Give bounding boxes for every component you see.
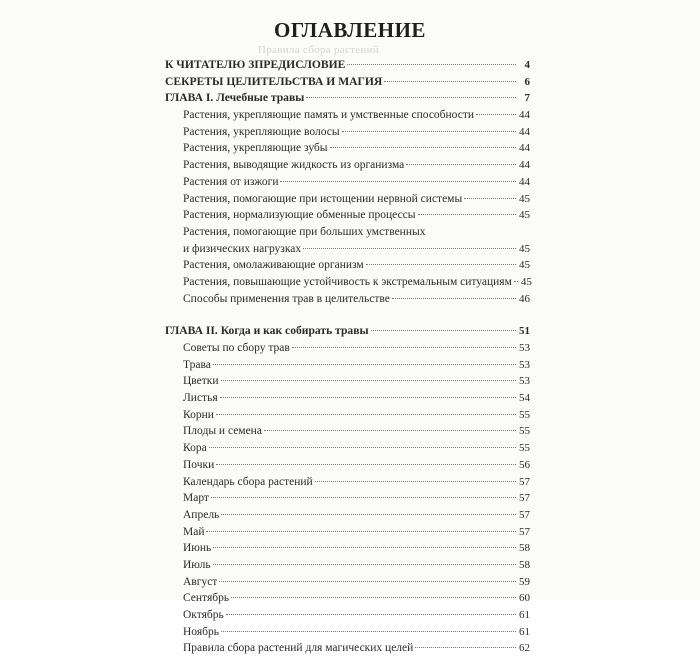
toc-entry (165, 224, 530, 241)
toc-page-number: 44 (519, 125, 530, 138)
toc-chapter-entry (165, 323, 530, 340)
dot-leader (213, 364, 516, 365)
toc-entry (165, 373, 530, 390)
toc-entry-title: Корни (183, 408, 214, 421)
dot-leader (415, 647, 516, 648)
toc-entry (165, 274, 530, 291)
dot-leader (371, 330, 516, 331)
toc-entry (165, 357, 530, 374)
toc-entry (165, 107, 530, 124)
toc-page-number: 45 (519, 192, 530, 205)
dot-leader (306, 97, 516, 98)
dot-leader (206, 531, 516, 532)
toc-entry-title: Цветки (183, 375, 219, 388)
page-title: ОГЛАВЛЕНИЕ (274, 18, 426, 42)
toc-entry (165, 257, 530, 274)
toc-entry-title: Календарь сбора растений (183, 475, 313, 488)
dot-leader (392, 298, 516, 299)
dot-leader (221, 631, 516, 632)
dot-leader (216, 464, 516, 465)
toc-chapter-entry (165, 74, 530, 91)
dot-leader (221, 380, 516, 381)
toc-page-number: 58 (519, 558, 530, 571)
toc-page-number: 61 (519, 625, 530, 638)
dot-leader (342, 131, 516, 132)
toc-entry-title: Правила сбора растений для магических целей (183, 642, 414, 655)
dot-leader (366, 264, 516, 265)
toc-chapter-entry (165, 90, 530, 107)
toc-entry-title: Растения, укрепляющие зубы (183, 142, 328, 155)
toc-page-number: 44 (519, 175, 530, 188)
toc-page-number: 51 (519, 325, 530, 338)
toc-page-number: 57 (519, 508, 530, 521)
toc-chapter-entry (165, 57, 530, 74)
toc-entry-title: Сентябрь (183, 592, 230, 605)
dot-leader (209, 447, 516, 448)
toc-entry-title: Растения, укрепляющие волосы (183, 125, 340, 138)
dot-leader (231, 597, 516, 598)
toc-page-number: 53 (519, 342, 530, 354)
toc-entry (165, 640, 530, 657)
dot-leader (213, 547, 516, 548)
toc-page-number: 60 (519, 592, 530, 605)
dot-leader (315, 481, 516, 482)
toc-entry (165, 474, 530, 491)
toc-entry (165, 241, 530, 258)
dot-leader (418, 214, 516, 215)
dot-leader (216, 414, 516, 415)
toc-entry-title: Апрель (183, 508, 220, 521)
toc-entry-title: Способы применения трав в целительстве (183, 292, 390, 305)
toc-entry-title: К ЧИТАТЕЛЮ ЗПРЕДИСЛОВИЕ (165, 58, 346, 71)
toc-entry-title: ГЛАВА I. Лечебные травы (165, 91, 305, 105)
toc-entry (165, 191, 530, 208)
toc-entry (165, 174, 530, 191)
dot-leader (406, 164, 516, 165)
toc-entry-title: Июнь (183, 542, 212, 555)
dot-leader (280, 181, 516, 182)
toc-page-number: 56 (519, 458, 530, 471)
toc-entry-title: Кора (183, 442, 207, 455)
dot-leader (211, 497, 516, 498)
toc-page-number: 44 (519, 109, 530, 122)
toc-page-number: 4 (524, 59, 530, 71)
table-of-contents (165, 57, 530, 657)
toc-entry (165, 157, 530, 174)
dot-leader (221, 514, 516, 515)
dot-leader (292, 347, 516, 348)
toc-page-number: 7 (524, 92, 530, 105)
toc-entry-title: Май (183, 525, 205, 538)
dot-leader (303, 248, 516, 249)
toc-entry-title: Почки (183, 458, 215, 471)
dot-leader (220, 397, 516, 398)
toc-entry-title: Июль (183, 558, 211, 571)
dot-leader (384, 81, 516, 82)
toc-entry (165, 291, 530, 308)
dot-leader (514, 281, 518, 282)
toc-page-number: 58 (519, 542, 530, 555)
toc-page-number: 44 (519, 159, 530, 172)
toc-entry-title: Растения, повышающие устойчивость к экстремальным ситуациям (183, 275, 512, 288)
toc-entry-title: Растения, омолаживающие организм (183, 259, 364, 272)
toc-page-number: 59 (519, 575, 530, 588)
toc-page-number: 55 (519, 408, 530, 421)
toc-entry (165, 440, 530, 457)
toc-entry (165, 507, 530, 524)
toc-entry-title: Октябрь (183, 609, 224, 621)
toc-entry-title: Растения, помогающие при больших умственных (183, 225, 426, 238)
toc-entry-title: Плоды и семена (183, 425, 262, 438)
toc-page-number: 6 (524, 75, 530, 88)
toc-entry-title: Ноябрь (183, 625, 219, 638)
dot-leader (347, 64, 516, 65)
toc-page-number: 46 (519, 292, 530, 305)
toc-entry-title: Растения, выводящие жидкость из организма (183, 159, 405, 172)
toc-page-number: 57 (519, 475, 530, 488)
toc-entry (165, 124, 530, 141)
toc-entry-title: Трава (183, 358, 211, 371)
toc-page-number: 55 (519, 442, 530, 455)
toc-entry (165, 340, 530, 357)
toc-entry (165, 457, 530, 474)
toc-page-number: 44 (519, 142, 530, 155)
toc-entry (165, 590, 530, 607)
toc-entry-title: Растения от изжоги (183, 175, 279, 188)
toc-spacer (165, 307, 530, 323)
dot-leader (219, 581, 516, 582)
toc-entry (165, 490, 530, 507)
dot-leader (213, 564, 516, 565)
toc-entry (165, 540, 530, 557)
toc-entry (165, 140, 530, 157)
toc-page-number: 53 (519, 358, 530, 371)
toc-entry (165, 607, 530, 624)
toc-entry-title: ГЛАВА II. Когда и как собирать травы (165, 324, 369, 338)
dot-leader (464, 198, 516, 199)
toc-entry-title: Растения, укрепляющие память и умственные способности (183, 109, 474, 122)
toc-entry-title: Советы по сбору трав (183, 342, 290, 354)
toc-entry (165, 407, 530, 424)
toc-entry-title: и физических нагрузках (183, 242, 302, 255)
toc-entry (165, 624, 530, 641)
toc-entry (165, 207, 530, 224)
toc-entry (165, 390, 530, 407)
toc-page-number: 61 (519, 609, 530, 621)
toc-entry (165, 574, 530, 591)
dot-leader (330, 147, 516, 148)
toc-entry-title: Растения, нормализующие обменные процессы (183, 209, 416, 222)
toc-page-number: 57 (519, 492, 530, 505)
dot-leader (226, 614, 516, 615)
toc-page-number: 45 (520, 275, 532, 288)
toc-page-number: 55 (519, 425, 530, 438)
toc-entry-title: Листья (183, 392, 218, 405)
toc-page-number: 62 (519, 642, 530, 655)
toc-entry (165, 524, 530, 541)
toc-entry-title: Август (183, 575, 218, 588)
toc-entry-title: Март (183, 492, 209, 505)
toc-page-number: 45 (519, 209, 530, 222)
toc-entry-title: СЕКРЕТЫ ЦЕЛИТЕЛЬСТВА И МАГИЯ (165, 74, 383, 88)
dot-leader (264, 430, 516, 431)
toc-entry-title: Растения, помогающие при истощении нервной системы (183, 192, 463, 205)
toc-page-number: 53 (519, 375, 530, 388)
toc-page-number: 45 (519, 242, 530, 255)
bleed-through-text: Правила сбора растений (258, 44, 379, 56)
toc-entry (165, 423, 530, 440)
toc-page-number: 57 (519, 525, 530, 538)
toc-page-number: 45 (519, 259, 530, 272)
toc-page-number: 54 (519, 392, 530, 405)
toc-entry (165, 557, 530, 574)
dot-leader (476, 114, 516, 115)
